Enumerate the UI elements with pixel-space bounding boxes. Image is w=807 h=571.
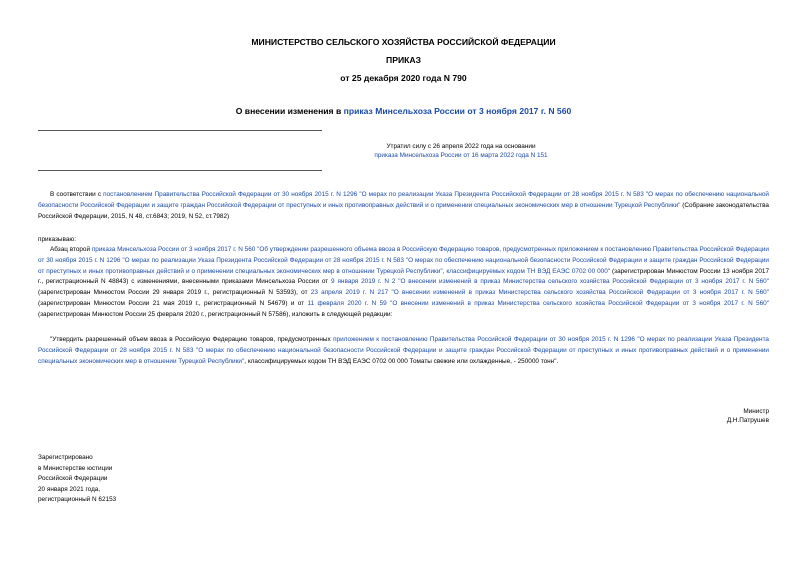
- paragraph-order: приказываю:: [38, 236, 76, 243]
- paragraph-amendment: [38, 245, 769, 321]
- new-text-link[interactable]: приложением к постановлению Правительства Российской Федерации от 30 ноября 2015 г. N 1296 "О мерах по реализации Указа Президента Российской Федерации от 28 ноября 2015 г. N 583 "О мерах по обеспечению национальной безопасности Российской Федерации и защите граждан Российской Федерации от преступных и иных противоправных действий и о применении специальных экономических мер в отношении Турецкой Республики": [38, 336, 769, 365]
- registration-block: [38, 453, 116, 506]
- amend-text-4: (зарегистрирован Минюстом России 21 мая 2019 г., регистрационный N 54679) и от: [38, 299, 308, 307]
- registration-line: Зарегистрировано: [38, 454, 93, 461]
- doc-title-link[interactable]: приказ Минсельхоза России от 3 ноября 2017 г. N 560: [343, 106, 572, 116]
- doc-title-prefix: О внесении изменения в: [235, 106, 344, 116]
- amend-text-3: (зарегистрирован Минюстом России 29 января 2019 г., регистрационный N 53593), от: [38, 289, 311, 297]
- amend-text-2: (зарегистрирован Минюстом России 13 ноября 2017 г., регистрационный N 48843) с изменениями, внесенными приказами Минсельхоза России от: [38, 267, 770, 286]
- paragraph-basis: [38, 190, 769, 222]
- basis-link[interactable]: постановлением Правительства Российской Федерации от 30 ноября 2015 г. N 1296 "О мерах по реализации Указа Президента Российской Федерации от 28 ноября 2015 г. N 583 "О мерах по обеспечению национальной безопасности Российской Федерации и защите граждан Российской Федерации от преступных и иных противоправных действий и о применении специальных экономических мер в отношении Турецкой Республики": [38, 191, 769, 209]
- signature-name: Д.Н.Патрушев: [726, 416, 769, 424]
- paragraph-new-text: [38, 335, 769, 367]
- amend-text-5: (зарегистрирован Минюстом России 25 февраля 2020 г., регистрационный N 57586), изложить в следующей редакции:: [38, 310, 393, 318]
- doc-date: от 25 декабря 2020 года N 790: [340, 73, 467, 83]
- doc-title: [0, 106, 807, 116]
- amend-link-2[interactable]: 9 января 2019 г. N 2 "О внесении изменений в приказ Министерства сельского хозяйства Российской Федерации от 3 ноября 2017 г. N 560": [331, 278, 769, 286]
- registration-line: Российской Федерации: [38, 475, 108, 482]
- repeal-notice: [296, 143, 626, 160]
- basis-text-1: В соответствии с: [50, 191, 104, 198]
- amend-link-4[interactable]: 11 февраля 2020 г. N 59 "О внесении изменений в приказ Министерства сельского хозяйства Российской Федерации от 3 ноября 2017 г. N 560": [307, 299, 769, 307]
- repeal-notice-text: Утратил силу с 26 апреля 2022 года на основании: [386, 143, 536, 150]
- bottom-rule: [38, 170, 322, 171]
- registration-line: в Министерстве юстиции: [38, 464, 113, 472]
- registration-line: регистрационный N 62153: [38, 496, 117, 503]
- doc-type: ПРИКАЗ: [386, 55, 421, 65]
- amend-link-3[interactable]: 23 апреля 2019 г. N 217 "О внесении изменений в приказ Министерства сельского хозяйства Российской Федерации от 3 ноября 2017 г. N 560": [310, 289, 769, 297]
- new-text-1: "Утвердить разрешенный объем ввоза в Российскую Федерацию товаров, предусмотренных: [50, 336, 334, 343]
- new-text-2: , классифицируемых кодом ТН ВЭД ЕАЭС 0702 00 000 Томаты свежие или охлажденные, - 250000 тонн".: [244, 357, 559, 365]
- registration-line: 20 января 2021 года,: [38, 485, 101, 493]
- repeal-notice-link[interactable]: приказа Минсельхоза России от 16 марта 2022 года N 151: [374, 151, 548, 159]
- ministry-heading: МИНИСТЕРСТВО СЕЛЬСКОГО ХОЗЯЙСТВА РОССИЙСКОЙ ФЕДЕРАЦИИ: [251, 37, 556, 47]
- basis-text-2: (Собрание законодательства Российской Федерации, 2015, N 48, ст.6843; 2019, N 52, ст.7982): [38, 201, 769, 220]
- signature-block: [727, 408, 769, 425]
- signature-position: Министр: [743, 408, 769, 415]
- amend-text-1: Абзац второй: [50, 246, 92, 253]
- top-rule: [38, 130, 322, 131]
- amend-link-1[interactable]: приказа Минсельхоза России от 3 ноября 2017 г. N 560 "Об утверждении разрешенного объема ввоза в Российскую Федерацию товаров, предусмотренных приложением к постановлению Правительства Российской Федерации от 30 ноября 2015 г. N 1296 "О мерах по реализации Указа Президента Российской Федерации от 28 ноября 2015 г. N 583 "О мерах по обеспечению национальной безопасности Российской Федерации и защите граждан Российской Федерации от преступных и иных противоправных действий и о применении специальных экономических мер в отношении Турецкой Республики", классифицируемых кодом ТН ВЭД ЕАЭС 0702 00 000": [38, 246, 769, 275]
